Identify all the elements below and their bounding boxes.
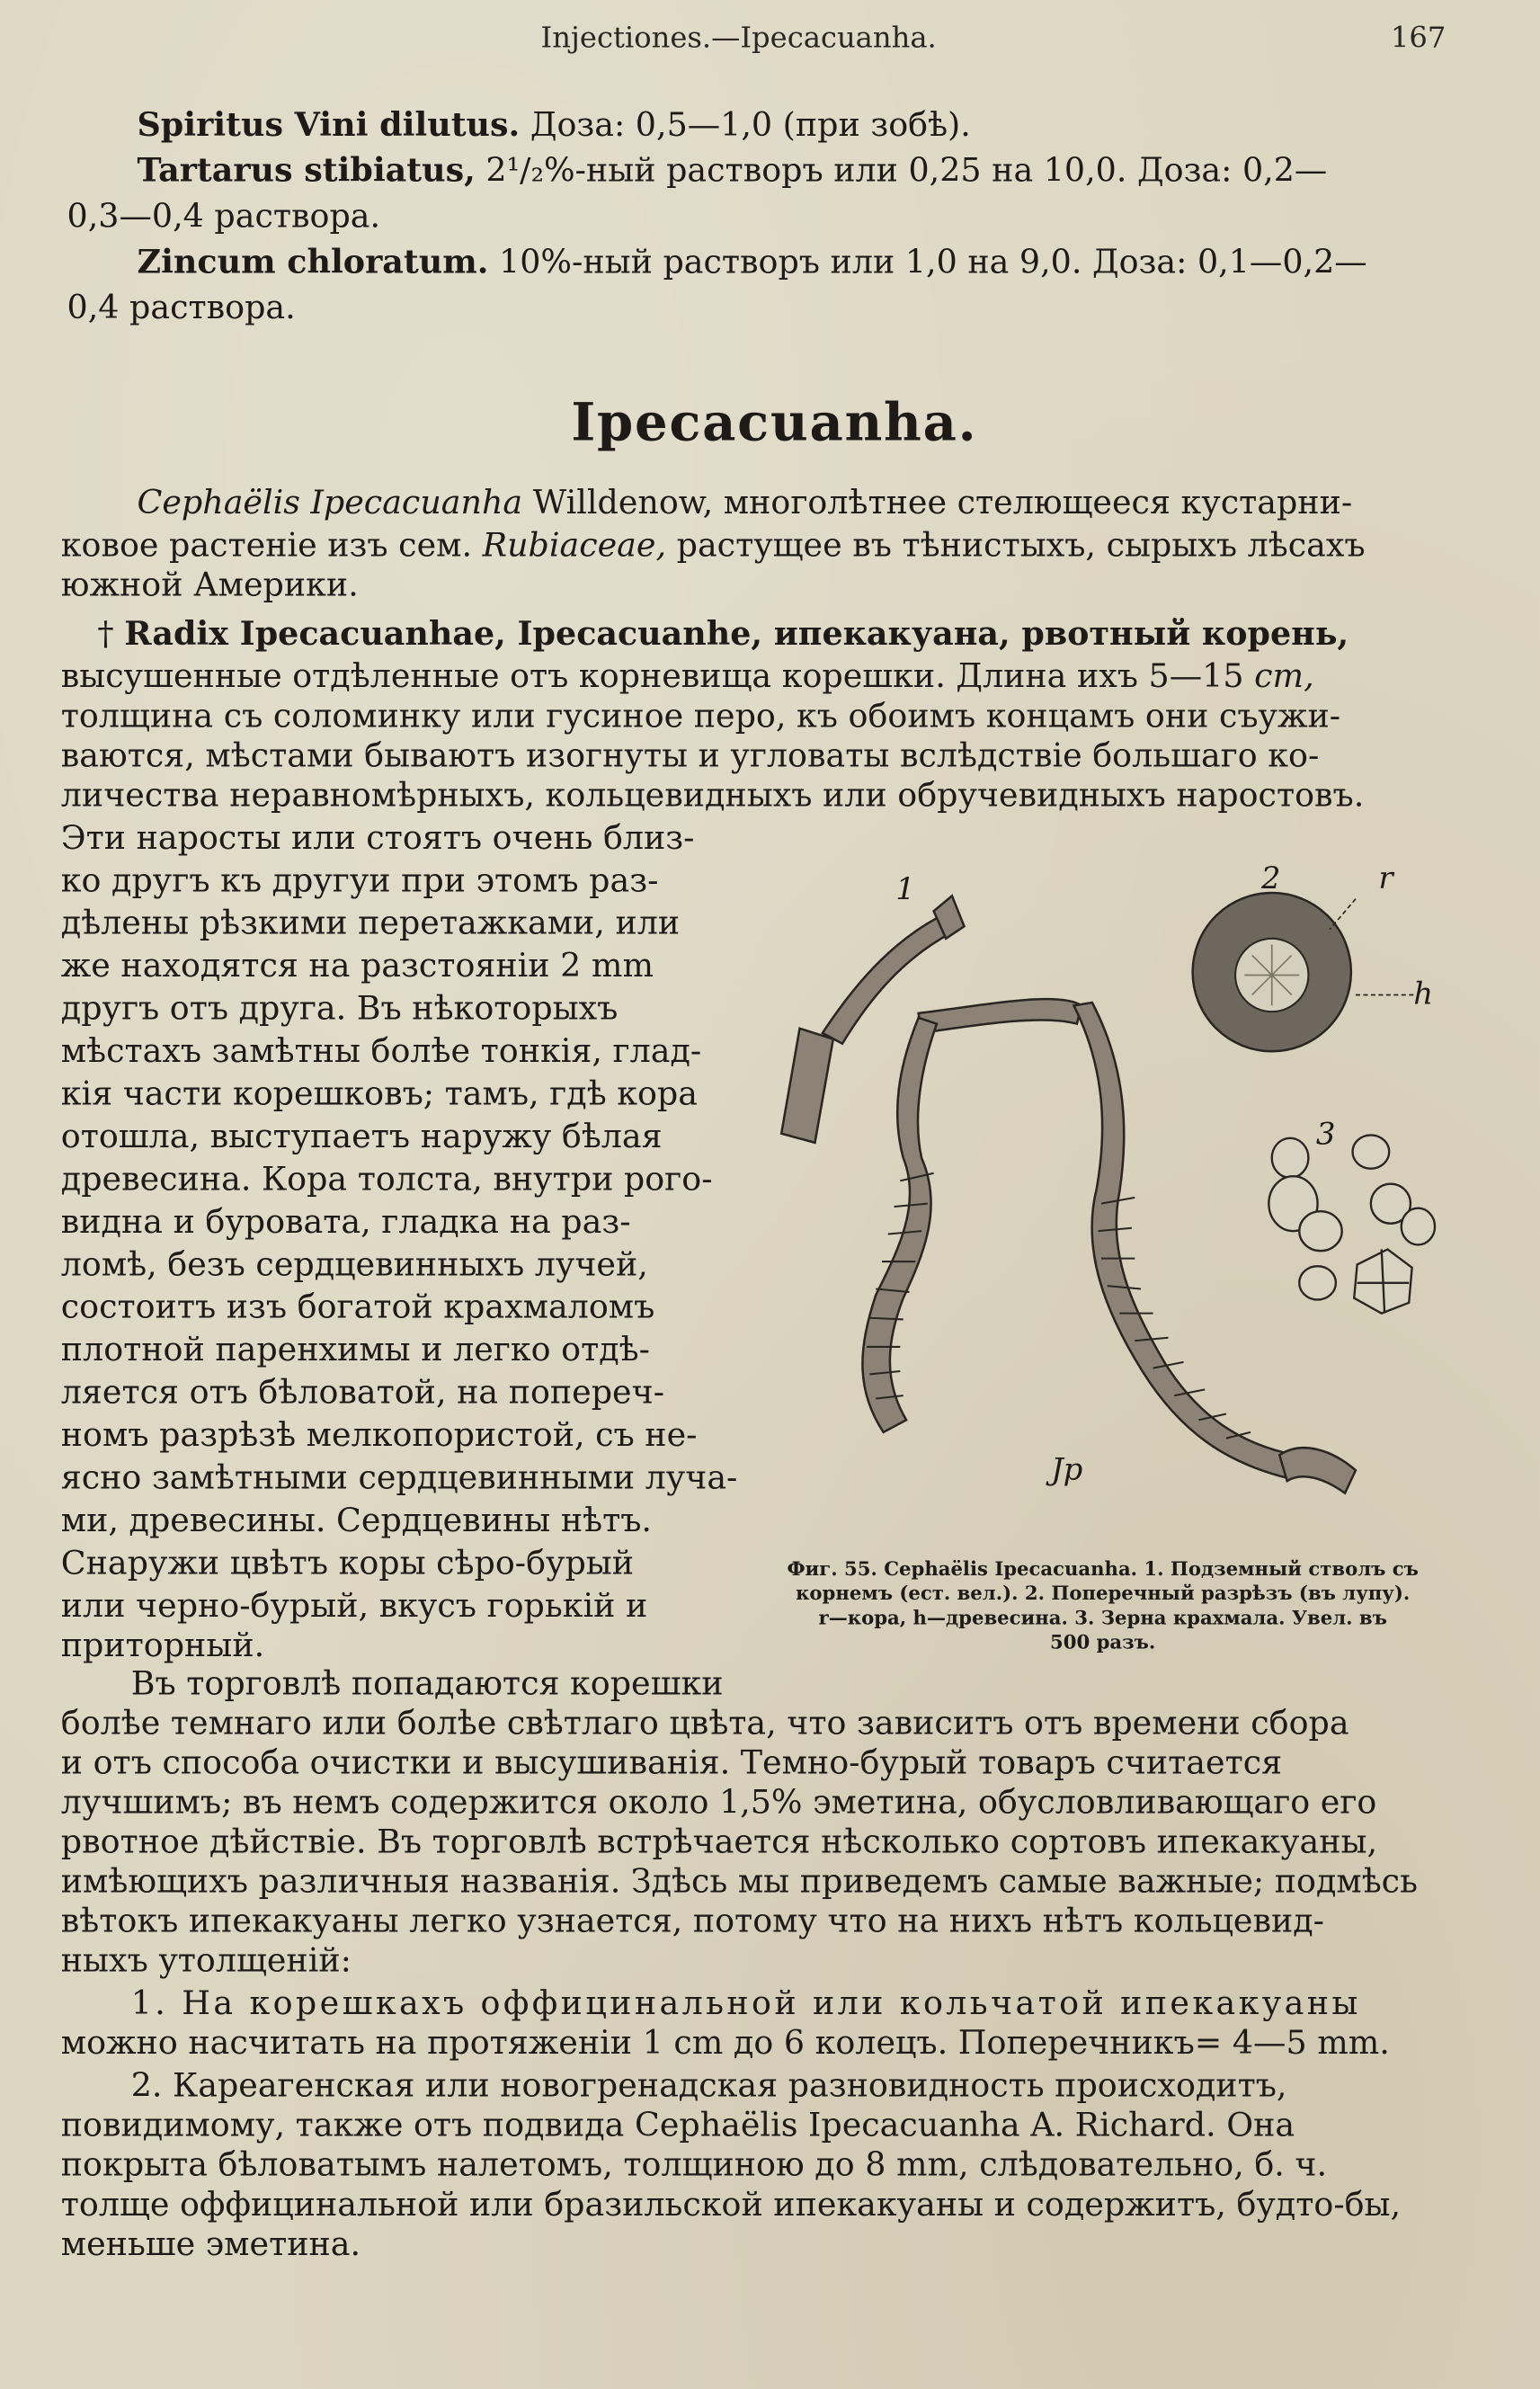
running-title: Injectiones.—Ipecacuanha.: [540, 21, 937, 56]
body-line: лучшимъ; въ немъ содержится около 1,5% эметина, обусловливающаго его: [60, 1784, 1377, 1823]
list-item-1: 1. На корешкахъ оффицинальной или кольчатой ипекакуаны: [130, 1984, 1361, 2024]
column-line: отошла, выступаетъ наружу бѣлая: [60, 1118, 663, 1157]
figure-label-2: 2: [1260, 859, 1281, 896]
entry-text: 10%-ный растворъ или 1,0 на 9,0. Доза: 0,1—0,2—: [499, 244, 1367, 282]
figure-caption-line: r—кора, h—древесина. 3. Зерна крахмала. Увел. въ: [818, 1606, 1387, 1629]
body-line: можно насчитать на протяженіи 1 cm до 6 колецъ. Поперечникъ= 4—5 mm.: [60, 2024, 1390, 2064]
column-line: мѣстахъ замѣтны болѣе тонкія, глад-: [60, 1032, 702, 1072]
column-line: видна и буровата, гладка на раз-: [60, 1203, 631, 1243]
body-line: толще оффицинальной или бразильской ипекакуаны и содержитъ, будто-бы,: [60, 2186, 1402, 2224]
radix-heading: [97, 616, 1349, 655]
column-line: состоитъ изъ богатой крахмаломъ: [60, 1288, 655, 1327]
body-line: Въ торговлѣ попадаются корешки: [130, 1665, 724, 1704]
radix-line: личества неравномѣрныхъ, кольцевидныхъ или обручевидныхъ наростовъ.: [60, 777, 1365, 816]
figure-label-1: 1: [895, 869, 915, 907]
dagger-mark: †: [97, 615, 114, 654]
entry-text: Доза: 0,5—1,0 (при зобѣ).: [530, 106, 971, 145]
column-line: ко другъ къ другуи при этомъ раз-: [60, 862, 659, 901]
section-title: Ipecacuanha.: [571, 393, 978, 454]
entry-tartarus: [137, 152, 1327, 192]
column-line: или черно-бурый, вкусъ горькій и: [60, 1587, 648, 1627]
column-line: ми, древесины. Сердцевины нѣтъ.: [60, 1502, 653, 1541]
entry-zincum: [137, 244, 1366, 283]
list-item-2: 2. Кареагенская или новогренадская разновидность происходитъ,: [130, 2067, 1287, 2106]
column-line: приторный.: [60, 1627, 265, 1666]
pointer-r: [1330, 899, 1356, 930]
figure-label-r: r: [1378, 859, 1393, 896]
radix-text: высушенные отдѣленные отъ корневища корешки. Длина ихъ 5—15: [60, 658, 1244, 697]
starch-grains-drawing: [1268, 1135, 1435, 1313]
figure-caption-line: 500 разъ.: [1050, 1630, 1156, 1654]
radix-names: Radix Ipecacuanhae, Ipecacuanhe, ипекакуана, рвотный корень,: [124, 615, 1349, 654]
species-name: Cephaёlis Ipecacuanha: [137, 484, 523, 523]
figure-caption-line: Фиг. 55. Cephaёlis Ipecacuanha. 1. Подземный стволъ съ: [787, 1556, 1419, 1581]
family-name: Rubiaceae,: [482, 527, 667, 566]
column-line: ляется отъ бѣловатой, на попереч-: [60, 1374, 665, 1413]
radix-line: ваются, мѣстами бываютъ изогнуты и угловаты вслѣдствіе большаго ко-: [60, 737, 1320, 776]
figure-label-3: 3: [1315, 1115, 1336, 1153]
figure-label-h: h: [1413, 975, 1434, 1012]
ipecacuanha-illustration: [754, 853, 1455, 1554]
intro-text: Willdenow, многолѣтнее стелющееся кустарни-: [532, 484, 1353, 523]
column-line: ясно замѣтными сердцевинными луча-: [60, 1459, 738, 1498]
column-line: дѣлены рѣзкими перетажками, или: [60, 905, 681, 943]
column-line: Эти наросты или стоятъ очень близ-: [60, 819, 695, 859]
column-line: номъ разрѣзѣ мелкопористой, съ не-: [60, 1416, 698, 1456]
figure-label-jp: Jp: [1051, 1450, 1083, 1487]
column-line: ломѣ, безъ сердцевинныхъ лучей,: [60, 1246, 648, 1285]
body-line: покрыта бѣловатымъ налетомъ, толщиною до 8 mm, слѣдовательно, б. ч.: [60, 2146, 1328, 2185]
body-line: ныхъ утолщеній:: [60, 1942, 352, 1981]
entry-text: 2¹/₂%-ный растворъ или 0,25 на 10,0. Доза: 0,2—: [485, 152, 1328, 191]
figure-caption-line: корнемъ (ест. вел.). 2. Поперечный разрѣзъ (въ лупу).: [796, 1581, 1411, 1605]
column-line: плотной паренхимы и легко отдѣ-: [60, 1331, 650, 1370]
entry-name: Spiritus Vini dilutus.: [137, 106, 521, 145]
intro-text: растущее въ тѣнистыхъ, сырыхъ лѣсахъ: [676, 527, 1366, 566]
intro-line: [137, 485, 1352, 524]
radix-line: толщина съ соломинку или гусиное перо, къ обоимъ концамъ они съужи-: [60, 698, 1341, 736]
unit-cm: cm,: [1254, 658, 1314, 697]
radix-line: [61, 658, 1314, 698]
cross-section-drawing: [1193, 893, 1351, 1051]
column-line: древесина. Кора толста, внутри рого-: [60, 1161, 713, 1199]
intro-line: [61, 527, 1366, 566]
page-number: 167: [1390, 21, 1447, 56]
column-line: же находятся на разстояніи 2 mm: [60, 947, 654, 986]
entry-line: 0,3—0,4 раствора.: [67, 198, 381, 236]
entry-spiritus: [137, 107, 970, 147]
body-line: болѣе темнаго или болѣе свѣтлаго цвѣта, что зависитъ отъ времени сбора: [60, 1705, 1349, 1743]
body-line: имѣющихъ различныя названія. Здѣсь мы приведемъ самые важные; подмѣсь: [60, 1863, 1418, 1902]
column-line: другъ отъ друга. Въ нѣкоторыхъ: [60, 990, 619, 1029]
body-line: рвотное дѣйствіе. Въ торговлѣ встрѣчается нѣсколько сортовъ ипекакуаны,: [60, 1823, 1378, 1862]
intro-line: южной Америки.: [60, 566, 359, 605]
entry-name: Tartarus stibiatus,: [137, 152, 476, 191]
entry-line: 0,4 раствора.: [67, 289, 296, 328]
body-line: и отъ способа очистки и высушиванія. Темно-бурый товаръ считается: [60, 1744, 1283, 1783]
column-line: кія части корешковъ; тамъ, гдѣ кора: [60, 1075, 698, 1114]
entry-name: Zincum chloratum.: [137, 244, 489, 282]
column-line: Снаружи цвѣтъ коры сѣро-бурый: [60, 1545, 635, 1583]
intro-text: ковое растеніе изъ сем.: [60, 527, 473, 566]
body-line: повидимому, также отъ подвида Cephaёlis Ipecacuanha A. Richard. Она: [60, 2107, 1295, 2145]
body-line: меньше эметина.: [60, 2225, 361, 2265]
body-line: вѣтокъ ипекакуаны легко узнается, потому что на нихъ нѣтъ кольцевид-: [60, 1903, 1325, 1941]
